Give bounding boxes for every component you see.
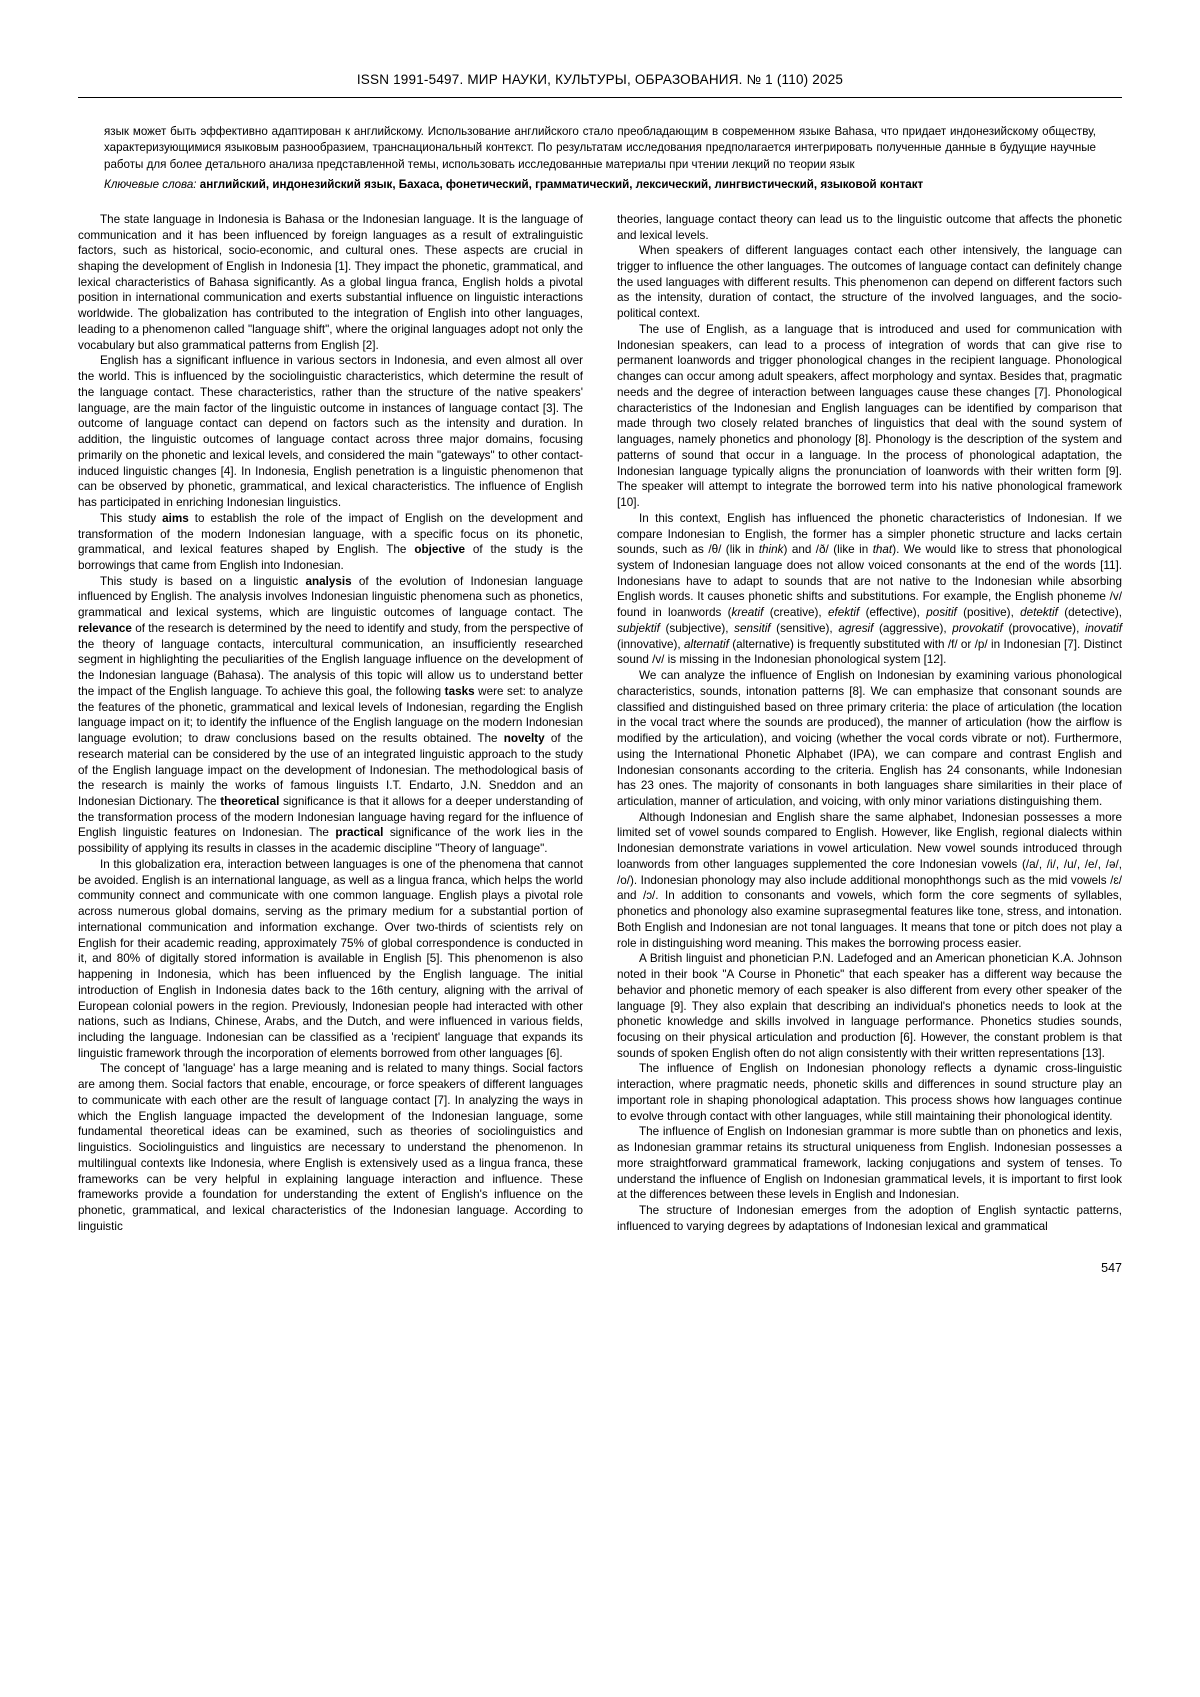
- text-run: of the study is the borrowings that came from English into Indonesian.: [78, 543, 584, 572]
- example-word: think: [758, 543, 784, 557]
- emphasis-theoretical: theoretical: [220, 794, 280, 808]
- header-divider: [78, 97, 1122, 98]
- keywords-body: английский, индонезийский язык, Бахаса, фонетический, грамматический, лексический, лингвистический, языковой контакт: [199, 178, 924, 192]
- example-word: efektif: [828, 606, 860, 620]
- text-run: ). We would like to stress that phonological system of Indonesian language does not allow voiced consonants at the end of the words [11]. Indonesians have to adapt to sounds that are not native to the Indonesian while absorbing English words. It causes phonetic shifts and substitutions. For example, the English phoneme /v/ found in loanwords (: [617, 543, 1122, 620]
- paragraph: In this globalization era, interaction between languages is one of the phenomena that cannot be avoided. English is an international language, as well as a lingua franca, which helps the world community connect and communicate with one common language. English plays a pivotal role across numerous global domains, serving as the primary medium for a substantial portion of international communication and information exchange. Over two-thirds of scientists rely on English for their academic reading, approximately 75% of global correspondence is conducted in it, and 80% of digitally stored information is available in English [5]. This phenomenon is also happening in Indonesia, which has been influenced by the English language. The initial introduction of English in Indonesia dates back to the 16th century, aligning with the arrival of European colonial powers in the region. Previously, Indonesian people had interacted with other nations, such as Indians, Chinese, Arabs, and the Dutch, and were influenced in various fields, including the language. Indonesian can be classified as a 'recipient' language that expands its linguistic framework through the incorporation of elements borrowed from other languages [6].: [78, 857, 583, 1060]
- example-word: that: [872, 543, 893, 557]
- text-run: This study is based on a linguistic: [100, 574, 306, 588]
- paragraph: The use of English, as a language that is introduced and used for communication with Indonesian speakers, can lead to a process of integration of words that can give rise to permanent loanwords and trigger phonological changes in the recipient language. Phonological changes can occur among adult speakers, affect morphology and syntax. Besides that, pragmatic needs and the degree of interaction between languages cause these changes [7]. Phonological characteristics of the Indonesian and English languages can be identified by comparison that made through two closely related branches of linguistics that deal with the sound system of languages, namely phonetics and phonology [8]. Phonology is the description of the system and patterns of sound that occur in a language. In the process of phonological adaptation, the Indonesian language typically aligns the pronunciation of loanwords with their written form [9]. The speaker will attempt to integrate the borrowed term into his native phonological framework [10].: [617, 322, 1122, 510]
- text-run: of the evolution of Indonesian language influenced by English. The analysis involves Indonesian linguistic phenomena such as phonetics, grammatical and lexical systems, which are linguistic outcomes of language contact. The: [78, 574, 583, 620]
- text-run: significance of the work lies in the possibility of applying its results in classes in the academic discipline "Theory of language".: [78, 826, 583, 856]
- paragraph-phonetics: [617, 511, 1122, 668]
- text-run: of the research is determined by the need to identify and study, from the perspective of the theory of language contacts, intercultural communication, an insufficiently researched segment in highlighting the peculiarities of the English language influence on the development of the Indonesian language (Bahasa). The analysis of this topic will allow us to understand better the impact of the English language. To achieve this goal, the following: [78, 621, 583, 698]
- text-run: (creative),: [763, 606, 829, 620]
- paragraph: The state language in Indonesia is Bahasa or the Indonesian language. It is the language of communication and it has been influenced by foreign languages as a result of extralinguistic factors, such as historical, socio-economic, and cultural ones. These aspects are crucial in shaping the development of English in Indonesia [1]. They impact the phonetic, grammatical, and lexical characteristics of Bahasa significantly. As a global lingua franca, English holds a pivotal position in international communication and exerts substantial influence on linguistic interactions worldwide. The globalization has contributed to the integration of English into other languages, leading to a phenomenon called "language shift", where the original languages adopt not only the vocabulary but also grammatical patterns from English [2].: [78, 212, 583, 352]
- text-run: (positive),: [956, 606, 1021, 620]
- paragraph: We can analyze the influence of English on Indonesian by examining various phonological characteristics, sounds, intonation patterns [8]. We can emphasize that consonant sounds are classified and distinguished based on three primary criteria: the place of articulation (the location in the vocal tract where the sounds are produced), the manner of articulation (how the airflow is modified by the articulation), and voicing (whether the vocal cords vibrate or not). Furthermore, using the International Phonetic Alphabet (IPA), we can compare and contrast English and Indonesian consonants according to the criteria. English has 24 consonants, while Indonesian has 23 ones. The majority of consonants in both languages share similarities in their place of articulation, manner of articulation, and voicing, with only minor variations distinguishing them.: [617, 669, 1122, 808]
- paragraph: A British linguist and phonetician P.N. Ladefoged and an American phonetician K.A. Johnson noted in their book "A Course in Phonetic" that each speaker has a different way because the behavior and phonetic memory of each speaker is also different from every other speaker of the language [9]. They also explain that describing an individual's phonetics needs to look at the phonetic knowledge and skills involved in language performance. Phonetics studies sounds, focusing on their physical articulation and production [6]. However, the constant problem is that sounds of spoken English often do not align consistently with their written representations [13].: [617, 952, 1122, 1060]
- example-word: alternatif: [684, 637, 729, 651]
- text-run: This study: [100, 511, 163, 525]
- emphasis-relevance: relevance: [78, 621, 132, 635]
- paragraph: The concept of 'language' has a large meaning and is related to many things. Social factors are among them. Social factors that enable, encourage, or force speakers of different languages to communicate with each other are the result of language contact [7]. In analyzing the ways in which the English language impacted the development of the Indonesian language, some fundamental theoretical ideas can be examined, such as theories of sociolinguistics and linguistics. Sociolinguistics and linguistics are necessary to understand the phenomenon. In multilingual contexts like Indonesia, where English is extensively used as a lingua franca, these frameworks can be very helpful in explaining language interaction and influence. These frameworks provide a foundation for understanding the extent of English's influence on the phonetic, grammatical, and lexical characteristics of the Indonesian language. According to linguistic: [78, 1062, 583, 1233]
- emphasis-analysis: analysis: [305, 574, 352, 588]
- left-column: [78, 212, 583, 1235]
- text-run: (effective),: [859, 606, 927, 620]
- paragraph-analysis: [78, 574, 583, 857]
- text-run: (detective),: [1057, 606, 1123, 620]
- right-column: [617, 212, 1122, 1235]
- text-run: (provocative),: [1002, 621, 1085, 635]
- keywords-label: Ключевые слова:: [104, 178, 197, 192]
- emphasis-novelty: novelty: [503, 732, 545, 746]
- paragraph: The influence of English on Indonesian grammar is more subtle than on phonetics and lexis, as Indonesian grammar retains its structural uniqueness from English. Indonesian possesses a more straightforward grammatical framework, lacking conjugations and system of tenses. To understand the influence of English on Indonesian grammatical levels, it is important to first look at the differences between these levels in English and Indonesian.: [617, 1125, 1122, 1202]
- paragraph: English has a significant influence in various sectors in Indonesia, and even almost all over the world. This is influenced by the sociolinguistic characteristics, which determine the result of the language contact. These characteristics, rather than the structure of the native speakers' language, are the main factor of the linguistic outcome in instances of language contact [3]. The outcome of language contact can depend on factors such as the intensity and duration. In addition, the linguistic outcomes of language contact across three major domains, focusing primarily on the phonetic and lexical levels, and considered the main "gateways" to other contact-induced linguistic changes [4]. In Indonesia, English penetration is a linguistic phenomenon that can be observed by phonetic, grammatical, and lexical characteristics. The influence of English has participated in enriching Indonesian linguistics.: [78, 354, 583, 510]
- emphasis-tasks: tasks: [444, 684, 475, 698]
- text-run: (sensitive),: [770, 621, 839, 635]
- two-column-body: [78, 212, 1122, 1235]
- keywords-line: [78, 177, 1122, 193]
- paragraph-continuation: theories, language contact theory can lead us to the linguistic outcome that affects the phonetic and lexical levels.: [617, 212, 1122, 242]
- paragraph: The structure of Indonesian emerges from the adoption of English syntactic patterns, influenced to varying degrees by adaptations of Indonesian lexical and grammatical: [617, 1204, 1122, 1233]
- example-word: positif: [926, 606, 957, 620]
- running-head: ISSN 1991-5497. МИР НАУКИ, КУЛЬТУРЫ, ОБРАЗОВАНИЯ. № 1 (110) 2025: [356, 72, 844, 87]
- text-run: (aggressive),: [873, 621, 953, 635]
- page-number: 547: [1101, 1260, 1122, 1275]
- paragraph: Although Indonesian and English share the same alphabet, Indonesian possesses a more limited set of vowel sounds compared to English. However, like English, regional dialects within Indonesian demonstrate variations in vowel articulation. New vowel sounds introduced through loanwords from other languages supplemented the core Indonesian vowels (/a/, /i/, /u/, /e/, /ə/, /o/). Indonesian phonology may also include additional monophthongs such as the mid vowels /ɛ/ and /ɔ/. In addition to consonants and vowels, which form the core segments of syllables, phonetics and phonology also examine suprasegmental features like tone, stress, and intonation. Both English and Indonesian are not tonal languages. It means that tone or pitch does not play a role in distinguishing word meaning. This makes the borrowing process easier.: [617, 810, 1122, 950]
- example-word: agresif: [838, 621, 874, 635]
- example-word: inovatif: [1084, 621, 1122, 635]
- text-run: significance is that it allows for a deeper understanding of the transformation process of the modern Indonesian language having regard for the influence of English linguistic features on Indonesian. The: [78, 794, 583, 840]
- text-run: (innovative),: [617, 637, 685, 651]
- example-word: provokatif: [952, 621, 1003, 635]
- text-run: to establish the role of the impact of English on the development and transformation of the modern Indonesian language, with a specific focus on its phonetic, grammatical, and lexical features shaped by English. The: [78, 511, 583, 557]
- example-word: detektif: [1020, 606, 1058, 620]
- paragraph-aims: [78, 511, 583, 574]
- text-run: In this context, English has influenced the phonetic characteristics of Indonesian. If we compare Indonesian to English, the former has a simpler phonetic structure and lacks certain sounds, such as /θ/ (lik in: [617, 511, 1122, 557]
- emphasis-aims: aims: [162, 511, 189, 525]
- example-word: kreatif: [731, 606, 764, 620]
- text-run: of the research material can be considered by the use of an integrated linguistic approach to the study of the English language impact on the development of Indonesian. The methodological basis of the research is mainly the works of famous linguists I.T. Endarto, J.N. Sneddon and an Indonesian Dictionary. The: [78, 732, 583, 808]
- emphasis-objective: objective: [414, 543, 465, 557]
- example-word: sensitif: [734, 621, 771, 635]
- paragraph: The influence of English on Indonesian phonology reflects a dynamic cross-linguistic interaction, where pragmatic needs, phonetic skills and differences in sound structure play an important role in shaping phonological adaptation. This process shows how languages continue to evolve through contact with other languages, while still maintaining their phonological identity.: [617, 1062, 1122, 1123]
- abstract-tail: язык может быть эффективно адаптирован к английскому. Использование английского стало преобладающим в современном языке Bahasa, что придает индонезийскому обществу, характеризующимися языковым разнообразием, транснациональный контекст. По результатам исследования предполагается интегрировать полученные данные в будущие научные работы для более детального анализа представленной темы, использовать исследованные материалы при чтении лекций по теории язык: [104, 125, 1096, 171]
- text-run: were set: to analyze the features of the phonetic, grammatical and lexical levels of Indonesian, regarding the English language impact on it; to identify the influence of the English language on the modern Indonesian language evolution; to draw conclusions based on the results obtained. The: [78, 684, 583, 746]
- paragraph: When speakers of different languages contact each other intensively, the language can trigger to influence the other languages. The outcomes of language contact can definitely change the used languages with different results. This phenomenon can depend on different factors such as the intensity, duration of contact, the structure of the involved languages, and the socio-political context.: [617, 244, 1122, 321]
- text-run: ) and /ð/ (like in: [783, 543, 873, 557]
- text-run: (subjective),: [659, 621, 735, 635]
- example-word: subjektif: [617, 621, 660, 635]
- text-run: (alternative) is frequently substituted with /f/ or /p/ in Indonesian [7]. Distinct sound /v/ is missing in the Indonesian phonological system [12].: [617, 637, 1122, 667]
- emphasis-practical: practical: [335, 826, 384, 840]
